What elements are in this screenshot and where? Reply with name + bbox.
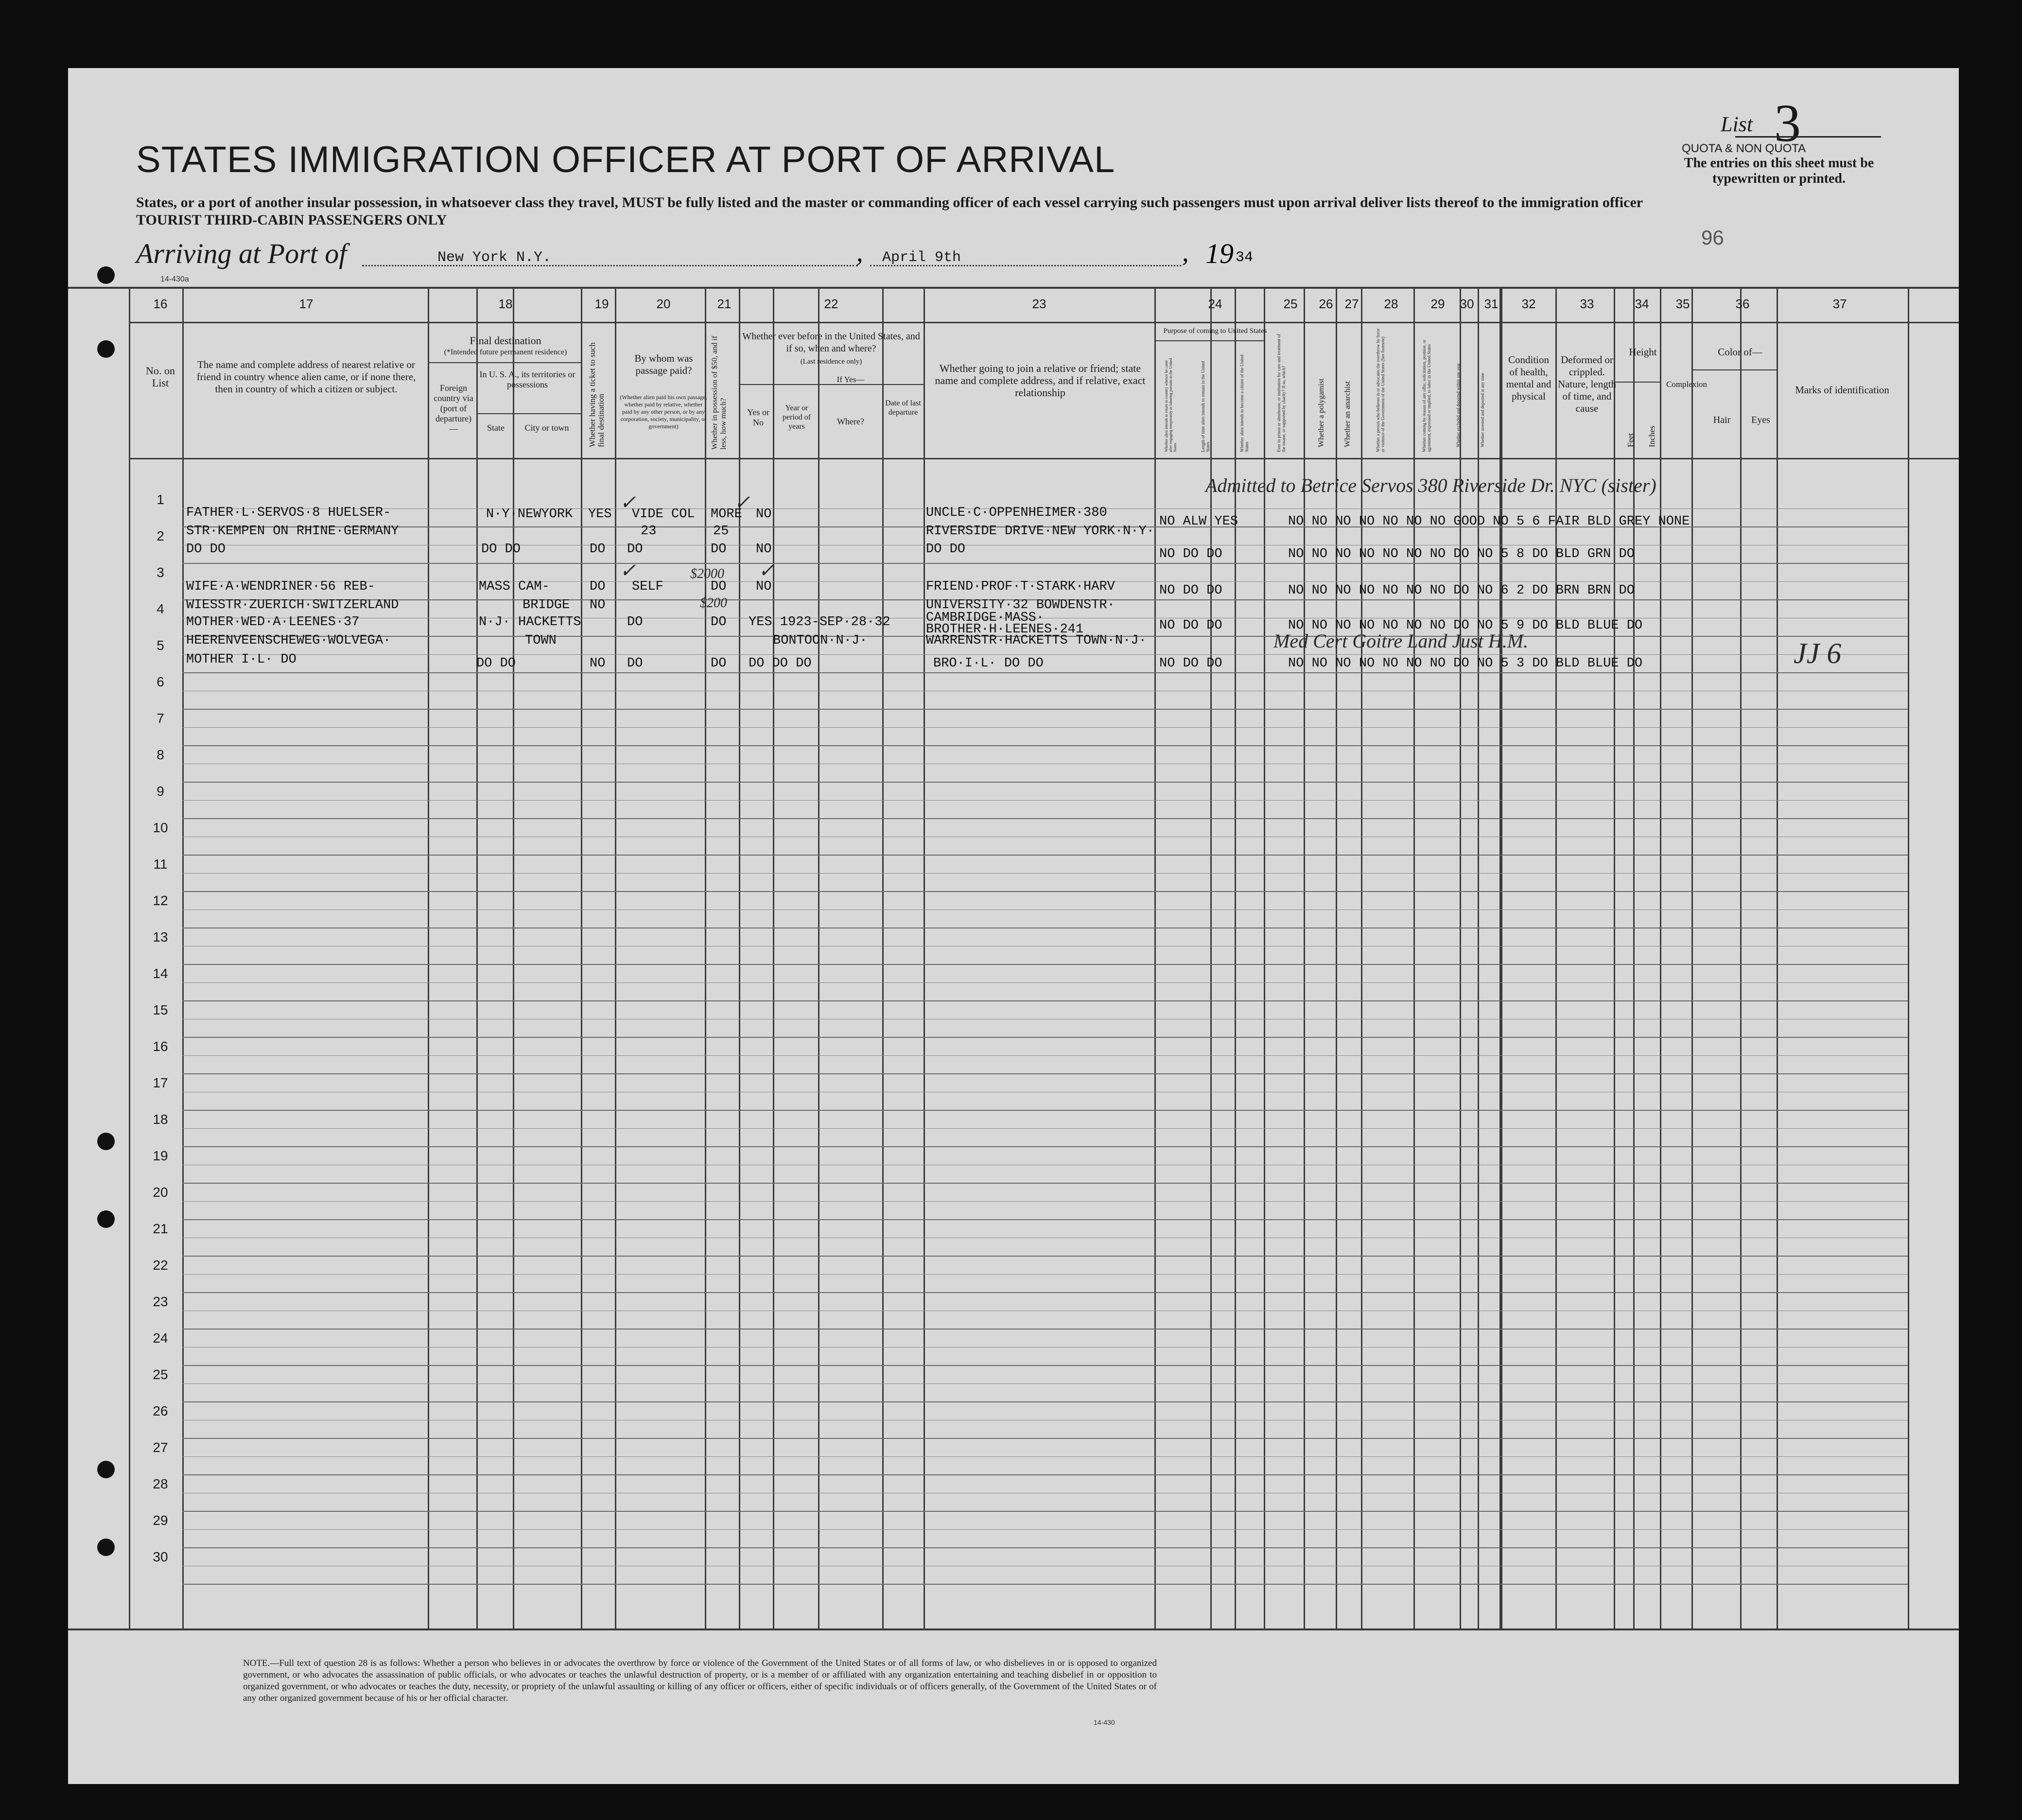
header-eyes: Eyes	[1751, 415, 1770, 425]
footnote-question-28: NOTE.—Full text of question 28 is as follows: Whether a person who believes in or advocates the overthrow by force or violence of the Government of the United States or of all forms of law, or who disbelieves in or is opposed to organized government, or who advocates the assassination of public officials, or who advocates or teaches the unlawful destruction of property, or is a member of or affiliated with any organization entertaining and teaching disbelief in or opposition to organized government, or who advocates or teaches the duty, necessity, or propriety of the unlawful assaulting or killing of any officer or officers, either of specific individuals or of officers generally, of the Government of the United States or of any other organized government because of his or her official character.	[243, 1658, 1157, 1703]
passenger-class-line: TOURIST THIRD-CABIN PASSENGERS ONLY	[136, 212, 447, 228]
row-number: 11	[153, 857, 168, 872]
row5-answers: NO NO NO NO NO NO NO DO NO 5 3 DO BLD BLUE DO	[1288, 656, 1643, 671]
row-rule	[182, 1055, 1908, 1056]
row4-money: DO	[711, 615, 727, 630]
row-number: 23	[153, 1294, 168, 1309]
column-number-rule	[129, 322, 1959, 323]
row1-money: MORE	[711, 507, 742, 522]
row-rule	[182, 1292, 1908, 1293]
row-rule	[182, 745, 1908, 746]
column-number: 21	[717, 297, 732, 311]
row-rule	[182, 1146, 1908, 1147]
row-number: 22	[153, 1258, 168, 1273]
header-fifty-dollars: Whether in possession of $50, and if less, how much?	[711, 335, 728, 450]
row-number: 19	[153, 1148, 168, 1163]
row-number: 20	[153, 1185, 168, 1200]
binder-hole	[97, 1210, 115, 1228]
row-number: 9	[157, 784, 164, 799]
row-number: 15	[153, 1002, 168, 1017]
binder-hole	[97, 1461, 115, 1478]
subheader-rule	[476, 413, 581, 414]
header-year-period: Year or period of years	[782, 404, 811, 431]
row-rule	[182, 1000, 1908, 1001]
list-number: 3	[1774, 93, 1801, 153]
row4-purpose: NO DO DO	[1159, 618, 1222, 633]
header-relative-address: The name and complete address of nearest relative or friend in country whence alien came, or if none there, then in country of which a citizen or subject.	[196, 359, 416, 395]
header-ticket: Whether having a ticket to such final destination	[588, 342, 606, 447]
row-rule	[182, 1474, 1908, 1475]
column-rule	[1691, 289, 1693, 1628]
page-title: STATES IMMIGRATION OFFICER AT PORT OF ARRIVAL	[136, 139, 1116, 180]
subheader-rule	[1154, 340, 1264, 341]
row-rule	[182, 1347, 1908, 1348]
column-number: 23	[1032, 297, 1046, 311]
row-rule	[182, 1201, 1908, 1202]
row-number: 26	[153, 1403, 168, 1418]
row5-money: DO	[711, 656, 727, 671]
row-rule	[182, 654, 1908, 655]
row-rule	[182, 1365, 1908, 1366]
header-where: Where?	[837, 417, 864, 426]
row-rule	[182, 1401, 1908, 1402]
row2-passage: DO	[627, 542, 643, 557]
row3-relative: WIFE·A·WENDRINER·56 REB-	[186, 579, 375, 594]
date-value: April 9th	[882, 249, 961, 266]
row1-joining: UNCLE·C·OPPENHEIMER·380	[926, 506, 1107, 520]
row-rule	[182, 1037, 1908, 1038]
header-if-yes: If Yes—	[837, 375, 865, 384]
footnote-code: 14-430	[1094, 1718, 1115, 1726]
row3-ticket: DO	[590, 579, 606, 594]
row4b-joining: WARRENSTR·HACKETTS TOWN·N·J·	[926, 633, 1147, 648]
row4-joining: BROTHER·H·LEENES·241	[926, 622, 1084, 637]
row-rule	[182, 1438, 1908, 1439]
header-deformed: Deformed or crippled. Nature, length of time, and cause	[1557, 354, 1617, 414]
row4-passage: DO	[627, 615, 643, 630]
row1b-money: 25	[713, 524, 729, 539]
row-rule	[182, 1219, 1908, 1220]
row3-joining: FRIEND·PROF·T·STARK·HARV	[926, 579, 1115, 594]
header-city: City or town	[524, 423, 569, 433]
column-number: 24	[1208, 297, 1222, 311]
header-state: State	[487, 423, 505, 433]
row3-ever-us: NO	[756, 579, 772, 594]
row-number: 1	[157, 492, 164, 507]
row-rule	[182, 1073, 1908, 1074]
column-rule	[513, 289, 514, 1628]
row3-purpose: NO DO DO	[1159, 583, 1222, 598]
header-yes-no: Yes or No	[747, 407, 769, 427]
row-rule	[182, 709, 1908, 710]
header-prison: Ever in prison or almshouse, or institution for care and treatment of the insane, or supported by charity? If so, which?	[1276, 334, 1286, 452]
row4b-destination: TOWN	[525, 633, 557, 648]
row-number: 29	[153, 1513, 168, 1528]
typewritten-note: The entries on this sheet must be typewritten or printed.	[1684, 156, 1874, 186]
binder-hole	[97, 266, 115, 284]
column-number: 26	[1319, 297, 1333, 311]
row1-destination: N·Y·NEWYORK	[486, 507, 573, 522]
column-rule	[882, 289, 884, 1628]
header-last-residence: (Last residence only)	[800, 358, 862, 366]
row-rule	[182, 1584, 1908, 1585]
header-arrested: Whether arrested and deported at any time	[1480, 373, 1485, 447]
column-rule	[1660, 289, 1661, 1628]
binder-hole	[97, 1539, 115, 1556]
header-complexion: Complexion	[1666, 380, 1708, 389]
row2-destination: DO DO	[481, 542, 521, 557]
stamp-number: 96	[1701, 226, 1724, 249]
row1-ticket: YES	[588, 507, 612, 522]
handwritten-med-cert: Med Cert Goitre Land Just H.M.	[1273, 630, 1529, 652]
header-anarchist: Whether an anarchist	[1343, 381, 1352, 447]
row-number: 4	[157, 601, 164, 616]
row-number: 2	[157, 528, 164, 543]
row-rule	[182, 1383, 1908, 1384]
row1b-passage: 23	[641, 524, 657, 539]
check-mark: ✓	[758, 560, 775, 581]
row-rule	[182, 782, 1908, 783]
row-number: 27	[153, 1440, 168, 1455]
manifest-sheet	[68, 68, 1959, 1784]
comma: ,	[856, 238, 863, 267]
header-joining: Whether going to join a relative or friend; state name and complete address, and if relative, exact relationship	[935, 362, 1146, 399]
header-purpose-return: Whether alien intends to return to country whence he came after engaging temporarily in laboring pursuits in the United States	[1164, 358, 1177, 452]
row-number: 30	[153, 1549, 168, 1564]
row4-answers: NO NO NO NO NO NO NO DO NO 5 9 DO BLD BLUE DO	[1288, 618, 1643, 633]
header-feet: Feet	[1626, 433, 1635, 447]
row-number: 10	[153, 820, 168, 835]
column-number: 37	[1832, 297, 1847, 311]
row-rule	[182, 873, 1908, 874]
handwritten-money-2000: $2000	[690, 566, 724, 581]
header-marks: Marks of identification	[1795, 384, 1889, 396]
column-number: 33	[1580, 297, 1594, 311]
header-health: Condition of health, mental and physical	[1506, 354, 1551, 402]
header-purpose-citizen: Whether alien intends to become a citizen of the United States	[1239, 354, 1249, 452]
row1-ever-us: NO	[756, 507, 772, 522]
column-rule	[615, 289, 616, 1628]
row2-relative: DO DO	[186, 542, 226, 557]
header-no-on-list: No. on List	[146, 365, 175, 389]
subheader-rule	[1614, 382, 1660, 383]
header-purpose: Purpose of coming to United States	[1163, 327, 1267, 335]
check-mark: ✓	[734, 491, 750, 513]
row5-purpose: NO DO DO	[1159, 656, 1222, 671]
row-rule	[182, 1511, 1908, 1512]
year-prefix: 19	[1205, 238, 1234, 269]
row-number: 16	[153, 1039, 168, 1054]
row2-joining: DO DO	[926, 542, 966, 557]
binder-hole	[97, 340, 115, 358]
row3-money: DO	[711, 579, 727, 594]
row5-destination: DO DO	[476, 656, 516, 671]
row-rule	[182, 1529, 1908, 1530]
header-final-destination: Final destination	[470, 334, 541, 347]
row-number: 18	[153, 1112, 168, 1127]
header-foreign-country: Foreign country via (port of departure)—	[434, 383, 473, 434]
column-rule	[129, 289, 130, 1628]
column-number: 20	[656, 297, 671, 311]
row1-relative: FATHER·L·SERVOS·8 HUELSER-	[186, 506, 391, 520]
header-hair: Hair	[1713, 415, 1731, 425]
row-number: 5	[157, 638, 164, 653]
header-height: Height	[1629, 346, 1657, 358]
row3b-joining: UNIVERSITY·32 BOWDENSTR·	[926, 598, 1115, 612]
row-number: 21	[153, 1221, 168, 1236]
row2-ticket: DO	[590, 542, 606, 557]
header-bottom-rule	[129, 458, 1959, 459]
table-bottom-rule	[68, 1628, 1959, 1630]
row2-ever-us: NO	[756, 542, 772, 557]
subheader-rule	[1691, 369, 1777, 370]
row-rule	[182, 1256, 1908, 1257]
year-suffix: 34	[1236, 249, 1254, 266]
row2-money: DO	[711, 542, 727, 557]
row-number: 3	[157, 565, 164, 580]
row-rule	[182, 563, 1908, 564]
column-number: 36	[1735, 297, 1750, 311]
list-label: List	[1721, 112, 1753, 136]
row-rule	[182, 1110, 1908, 1111]
row3-passage: SELF	[632, 579, 663, 594]
check-mark: ✓	[620, 560, 636, 581]
column-number: 31	[1484, 297, 1499, 311]
column-number: 35	[1675, 297, 1690, 311]
row-rule	[182, 1183, 1908, 1184]
row4b-ever-us: BONTOON·N·J·	[773, 633, 868, 648]
column-rule	[476, 289, 478, 1628]
row-number: 7	[157, 711, 164, 726]
row4-relative: MOTHER·WED·A·LEENES·37	[186, 615, 360, 630]
header-polygamist: Whether a polygamist	[1317, 378, 1325, 447]
binder-hole	[97, 1133, 115, 1150]
row-rule	[182, 1274, 1908, 1275]
header-passage-paid: By whom was passage paid?	[634, 352, 693, 376]
header-purpose-length: Length of time alien intends to remain in the United States	[1201, 361, 1210, 452]
comma: ,	[1182, 238, 1189, 267]
row-rule	[182, 672, 1908, 673]
form-code: 14-430a	[160, 275, 189, 283]
instruction-line: States, or a port of another insular possession, in whatsoever class they travel, MUST be fully listed and the master or commanding officer of each vessel carrying such passengers must upon arrival deliver lists thereof to the immigration officer	[136, 194, 1643, 210]
row-number: 17	[153, 1075, 168, 1090]
header-excluded: Whether excluded and deported within one year	[1456, 363, 1461, 447]
row2-answers: NO NO NO NO NO NO NO DO NO 5 8 DO BLD GRN DO	[1288, 547, 1635, 561]
row5-ever-us: DO DO DO	[749, 656, 812, 671]
row3b-destination: BRIDGE	[523, 598, 570, 612]
row-number: 12	[153, 893, 168, 908]
column-number: 30	[1460, 297, 1474, 311]
column-rule	[924, 289, 925, 1628]
row-number: 6	[157, 674, 164, 689]
row-number: 8	[157, 747, 164, 762]
row1b-joining: RIVERSIDE DRIVE·NEW YORK·N·Y·	[926, 524, 1154, 539]
header-final-destination-sub: (*Intended future permanent residence)	[444, 348, 567, 356]
row1-passage: VIDE COL	[632, 507, 695, 522]
row-rule	[182, 727, 1908, 728]
row-rule	[182, 855, 1908, 856]
column-number: 25	[1283, 297, 1298, 311]
row3-destination: MASS CAM-	[479, 579, 550, 594]
row-number: 24	[153, 1330, 168, 1346]
row5-relative: MOTHER I·L· DO	[186, 652, 296, 667]
row4-joining-cont: CAMBRIDGE·MASS·	[926, 611, 1045, 625]
column-number: 29	[1430, 297, 1445, 311]
column-rule	[739, 289, 740, 1628]
column-number: 22	[824, 297, 838, 311]
column-rule	[428, 289, 429, 1628]
row3b-ticket: NO	[590, 598, 606, 612]
row-number: 13	[153, 929, 168, 945]
row5-passage: DO	[627, 656, 643, 671]
column-rule	[581, 289, 582, 1628]
column-rule	[1908, 289, 1909, 1628]
header-labor-offer: Whether coming by reason of any offer, solicitation, promise, or agreement, expressed or implied, to labor in the United States	[1422, 339, 1431, 452]
handwritten-money-200: $200	[700, 595, 727, 611]
row4b-relative: HEERENVEENSCHEWEG·WOLVEGA·	[186, 633, 391, 648]
column-number: 16	[153, 297, 168, 311]
row-rule	[182, 964, 1908, 965]
column-number: 17	[299, 297, 314, 311]
table-top-rule	[68, 287, 1959, 289]
column-rule	[773, 289, 774, 1628]
row-rule	[182, 982, 1908, 983]
column-number: 18	[498, 297, 513, 311]
quota-stamp: QUOTA & NON QUOTA	[1682, 142, 1806, 155]
row-rule	[182, 891, 1908, 892]
row-rule	[182, 1329, 1908, 1330]
arriving-label: Arriving at Port of	[136, 238, 347, 269]
row4-ever-us: YES 1923-SEP·28·32	[749, 615, 890, 630]
header-passage-paid-sub: (Whether alien paid his own passage, whether paid by relative, whether paid by any other person, or by any corporation, society, municipality, or government)	[620, 394, 707, 430]
list-rule	[1735, 136, 1881, 138]
row2-purpose: NO DO DO	[1159, 547, 1222, 561]
handwritten-admitted: Admitted to Betrice Servos 380 Riverside Dr. NYC (sister)	[1205, 474, 1656, 496]
row-rule	[182, 1128, 1908, 1129]
row5-joining: BRO·I·L· DO DO	[933, 656, 1044, 671]
check-mark: ✓	[620, 491, 636, 513]
column-rule	[818, 289, 819, 1628]
header-ever-in-us: Whether ever before in the United States, and if so, when and where?	[742, 331, 920, 354]
column-rule	[1777, 289, 1778, 1628]
column-rule	[1740, 289, 1742, 1628]
row-number: 25	[153, 1367, 168, 1382]
header-inches: Inches	[1647, 425, 1656, 447]
row4-destination: N·J· HACKETTS	[479, 615, 581, 630]
row3-answers: NO NO NO NO NO NO NO DO NO 6 2 DO BRN BRN DO	[1288, 583, 1635, 598]
column-rule	[182, 289, 184, 1628]
row-number: 28	[153, 1476, 168, 1491]
port-line	[362, 265, 858, 266]
row-rule	[182, 1547, 1908, 1548]
column-number: 32	[1521, 297, 1536, 311]
column-number: 27	[1344, 297, 1359, 311]
column-rule	[705, 289, 706, 1628]
header-color: Color of—	[1718, 346, 1762, 358]
row3b-relative: WIESSTR·ZUERICH·SWITZERLAND	[186, 598, 399, 612]
row1b-relative: STR·KEMPEN ON RHINE·GERMANY	[186, 524, 399, 539]
header-overthrow: Whether a person who believes in or advocates the overthrow by force or violence of the Government of the United States (See footnote)	[1376, 328, 1385, 452]
row5-ticket: NO	[590, 656, 606, 671]
subheader-rule	[428, 362, 581, 363]
header-last-departure: Date of last departure	[885, 399, 921, 417]
port-value: New York N.Y.	[437, 249, 552, 266]
column-number: 28	[1384, 297, 1398, 311]
handwritten-initials: JJ 6	[1794, 637, 1842, 669]
header-in-usa: In U. S. A., its territories or possessions	[479, 369, 575, 389]
row1b-answers: NO NO NO NO NO NO NO GOOD NO 5 6 FAIR BLD GREY NONE	[1288, 514, 1690, 529]
row-number: 14	[153, 966, 168, 981]
row1b-purpose: NO ALW YES	[1159, 514, 1238, 529]
row-rule	[182, 1456, 1908, 1457]
row-rule	[182, 800, 1908, 801]
column-number: 19	[594, 297, 609, 311]
column-number: 34	[1635, 297, 1649, 311]
row-rule	[182, 818, 1908, 819]
column-rule	[1154, 289, 1156, 1628]
